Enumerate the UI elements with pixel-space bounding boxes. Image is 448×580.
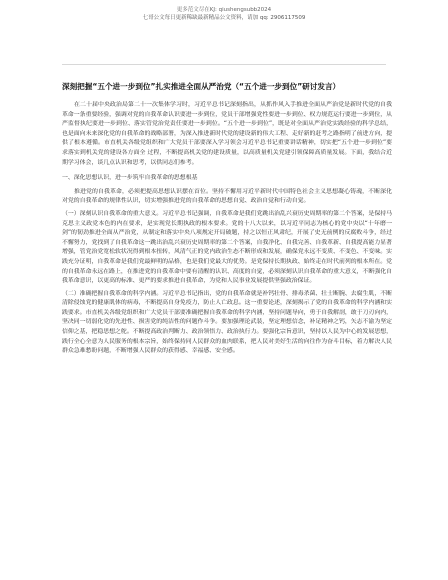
header-divider — [62, 64, 386, 65]
section-intro-paragraph: 推进党的自我革命，必须把提高思想认识摆在首位。坚持不懈用习近平新时代中国特色社会主义思想凝心铸魂，不断深化对党的自我革命的规律性认识，切实增强推进党的自我革命的思想自觉、政治自觉和行动自觉。 — [62, 188, 392, 205]
document-body — [62, 101, 392, 358]
intro-paragraph: 在二十届中央政治局第二十一次集体学习时，习近平总书记深刻指出，从抓作风入手推进全面从严治党是新时代党的自我革命一条重要经验，强调对党的自我革命认识要进一步到位，党员干部增强党性要进一步到位、权力规范运行要进一步到位，从严监督执纪要进一步到位、落实管党治党责任要进一步到位。“五个进一步到位”，既是对全面从严治党实践经验的科学总结，也是面向未来深化党的自我革命的战略部署，为深入推进新时代党的建设新的伟大工程、走好新的赶考之路指明了前进方向，提供了根本遵循。市直机关各级党组织和广大党员干部要深入学习领会习近平总书记重要讲话精神，切实把“五个进一步到位”要求落实到机关党的建设各方面全 过程，不断提高机关党的建设质量，以高质量机关党建引领保障高质量发展。下面，我结合近期学习体会，谈几点认识和思考，以供同志们参考。 — [62, 102, 392, 166]
document-title: 深刻把握“五个进一步到位”扎实推进全面从严治党（“五个进一步到位”研讨发言） — [62, 82, 341, 91]
section-heading: 一、深化思想认识，进一步筑牢自我革命的思想根基 — [62, 175, 198, 182]
header-line-2: 七哥公文每日更新稀缺最新精品公文资料，请加 qq: 2906117509 — [142, 15, 306, 21]
subsection-paragraph-1: （一）深刻认识自我革命的重大意义。习近平总书记强调，自我革命是我们党跳出治乱兴衰历史周期率的第二个答案，是保持马克思主义政党本色的内在要求，是实现党长期执政的根本要求。党的十八大以来，以习近平同志为核心的党中央以“十年磨一剑”的韧劲推进全面从严治党，从制定和落实中央八项规定开局破题，持之以恒正风肃纪，开展了史无前例的反腐败斗争，经过不懈努力，党找到了自我革命这一跳出治乱兴衰历史周期率的第二个答案，自我净化、自我完善、自我革新、自我提高能力显著增强，管党治党宽松软状况得到根本扭转，风清气正的党内政治生态不断形成和发展，确保党永远不变质、不变色、不变味。实践充分证明，自我革命是我们党最鲜明的品格，也是我们党最大的优势。是党保持长期执政、始终走在时代前列的根本所在。党的自我革命永远在路上，在推进党的自我革命中要有清醒的认识、高度的自觉，必须深刻认识自我革命的重大意义，不断强化自我革命意识，以更高的标准、更严的要求推进自我革命，为党和人民事业发展提供坚强政治保证。 — [62, 210, 392, 285]
header-line-1: 更多范文尽在KJ: qiushengsubb2024 — [176, 7, 272, 13]
page-header — [0, 6, 448, 22]
subsection-paragraph-2: （二）准确把握自我革命的科学内涵。习近平总书记指出，党的自我革命就是补钙壮骨、排毒杀菌、壮士断腕、去腐生肌，不断清除侵蚀党的健康肌体的病毒，不断提高自身免疫力，防止人亡政息。这一重要论述，深刻揭示了党的自我革命的科学内涵和实践要求。市直机关各级党组织和广大党员干部要准确把握自我革命的科学内涵，坚持问题导向，勇于自我解剖，敢于刀刃向内，坚决同一切弱化党的先进性、损害党的纯洁性的问题作斗争。要加强理论武装，坚定理想信念，补足精神之钙，矢志不渝为坚定信仰之基，把稳思想之舵。不断提高政治判断力、政治领悟力、政治执行力。要强化宗旨意识，坚持以人民为中心的发展思想，践行全心全意为人民服务的根本宗旨，始终保持同人民群众的血肉联系，把人民对美好生活的向往作为奋斗目标，着力解决人民群众急难愁盼问题，不断增强人民群众的获得感、幸福感、安全感。 — [62, 290, 392, 355]
